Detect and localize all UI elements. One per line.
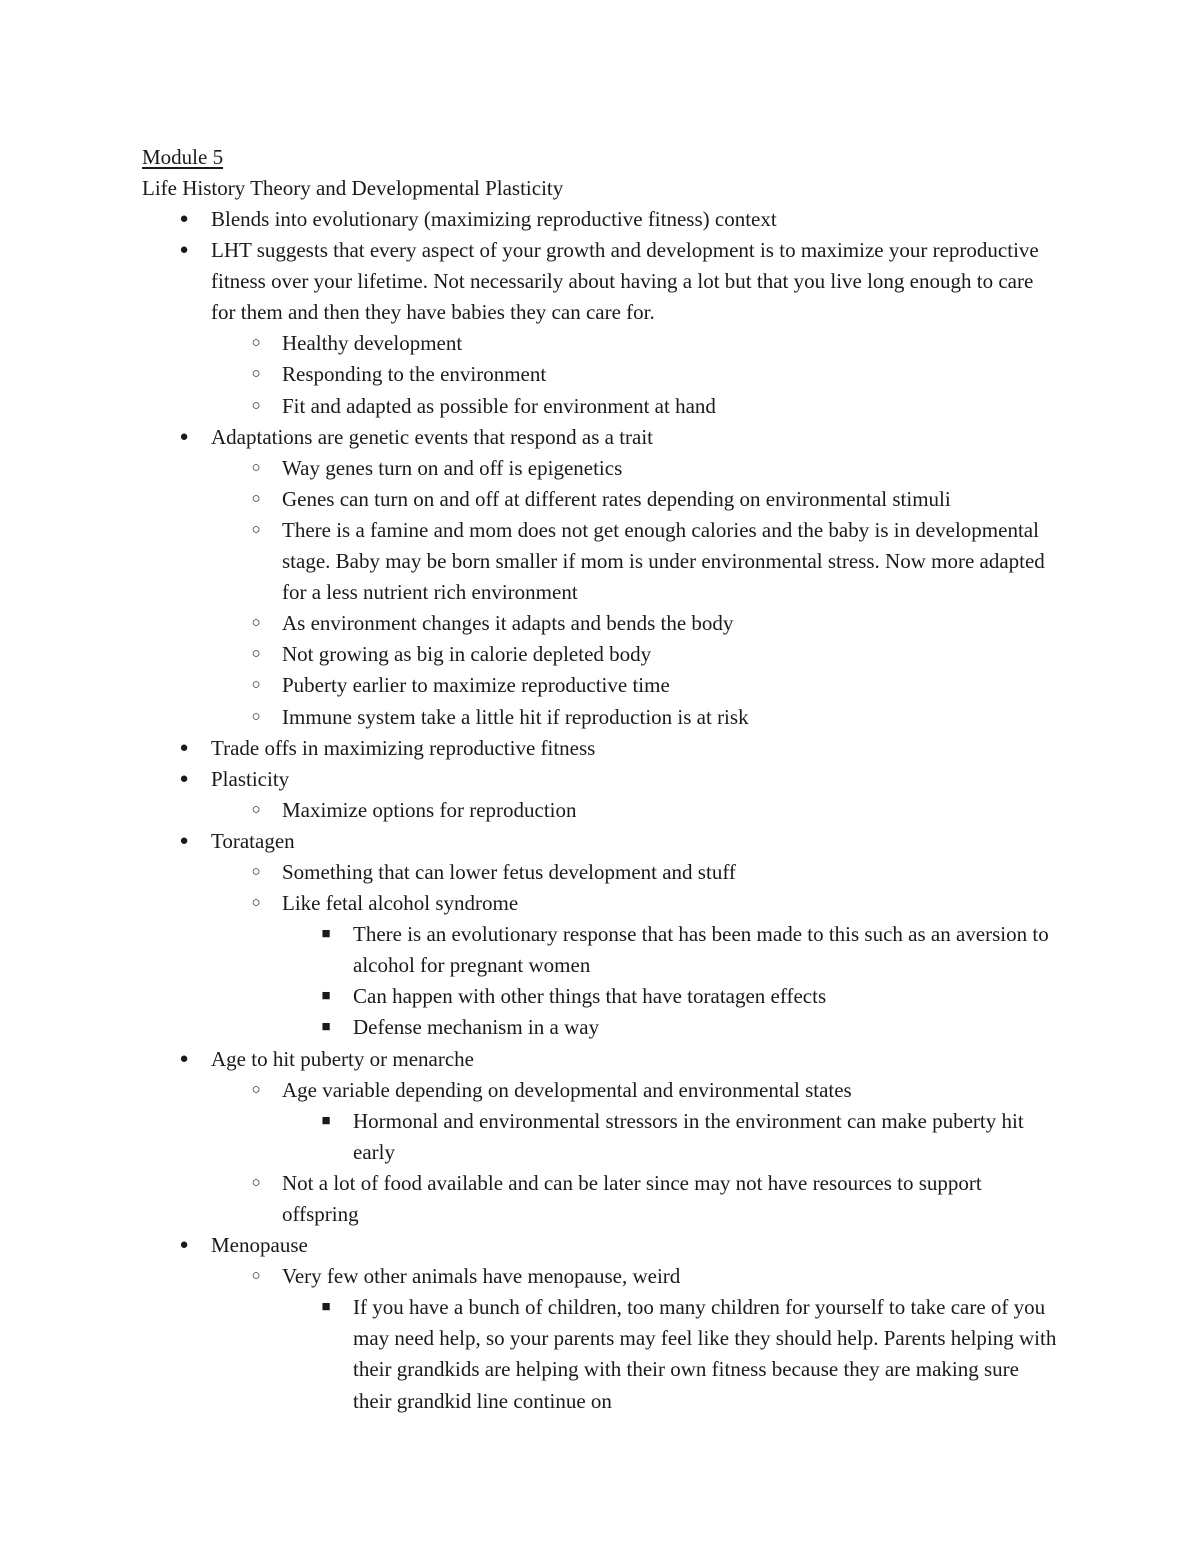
bullet-disc-icon: ● (179, 1237, 189, 1254)
list-item (0, 453, 1200, 484)
list-item (0, 733, 1200, 764)
list-item (0, 391, 1200, 422)
bullet-circle-icon: ○ (251, 1174, 261, 1191)
list-item-text: Defense mechanism in a way (353, 1015, 600, 1040)
bullet-circle-icon: ○ (251, 801, 261, 818)
list-item (0, 1106, 1200, 1168)
module-subtitle: Life History Theory and Developmental Plasticity (142, 176, 564, 200)
module-heading: Module 5 (142, 145, 224, 169)
list-item (0, 359, 1200, 390)
bullet-circle-icon: ○ (251, 459, 261, 476)
list-item-text: Hormonal and environmental stressors in the environment can make puberty hit early (353, 1108, 1024, 1164)
list-item-text: There is a famine and mom does not get enough calories and the baby is in developmental stage. Baby may be born smaller if mom is under environmental stress. Now more adapted for a less nutrient rich environment (282, 517, 1045, 605)
list-item-text: Maximize options for reproduction (282, 797, 577, 822)
list-item-text: Genes can turn on and off at different rates depending on environmental stimuli (282, 486, 951, 511)
bullet-disc-icon: ● (179, 770, 189, 787)
list-item (0, 857, 1200, 888)
list-item (0, 484, 1200, 515)
list-item (0, 204, 1200, 235)
bullet-circle-icon: ○ (251, 646, 261, 663)
list-item (0, 1044, 1200, 1075)
bullet-circle-icon: ○ (251, 895, 261, 912)
list-item (0, 888, 1200, 919)
list-item (0, 981, 1200, 1012)
list-item (0, 1230, 1200, 1261)
list-item-text: Fit and adapted as possible for environment at hand (282, 393, 716, 418)
bullet-circle-icon: ○ (251, 490, 261, 507)
list-item (0, 702, 1200, 733)
bullet-square-icon: ■ (321, 988, 331, 1005)
bullet-circle-icon: ○ (251, 708, 261, 725)
list-item (0, 826, 1200, 857)
bullet-disc-icon: ● (179, 242, 189, 259)
list-item-text: Responding to the environment (282, 362, 547, 387)
list-item-text: Trade offs in maximizing reproductive fitness (211, 735, 596, 760)
list-item-text: LHT suggests that every aspect of your growth and development is to maximize your reproductive fitness over your lifetime. Not necessarily about having a lot but that you live long enough to care for them and then they have babies they can care for. (211, 238, 1039, 325)
bullet-disc-icon: ● (179, 428, 189, 445)
list-item (0, 919, 1200, 981)
list-item-text: Way genes turn on and off is epigenetics (282, 455, 623, 480)
list-item-text: Puberty earlier to maximize reproductive time (282, 673, 670, 698)
list-item-text: Adaptations are genetic events that respond as a trait (211, 424, 654, 449)
list-item-text: There is an evolutionary response that has been made to this such as an aversion to alcohol for pregnant women (353, 922, 1049, 978)
list-item (0, 1261, 1200, 1292)
bullet-circle-icon: ○ (251, 521, 261, 538)
list-item-text: Blends into evolutionary (maximizing reproductive fitness) context (211, 207, 777, 231)
list-item-text: Can happen with other things that have toratagen effects (353, 984, 827, 1009)
list-item (0, 1292, 1200, 1416)
bullet-square-icon: ■ (321, 1299, 331, 1316)
bullet-disc-icon: ● (179, 1050, 189, 1067)
list-item (0, 1075, 1200, 1106)
bullet-disc-icon: ● (179, 832, 189, 849)
bullet-disc-icon: ● (179, 211, 189, 227)
list-item-text: As environment changes it adapts and bends the body (282, 611, 734, 636)
bullet-circle-icon: ○ (251, 335, 261, 352)
list-item-text: Something that can lower fetus development and stuff (282, 859, 736, 884)
notes-list (0, 204, 1200, 1417)
list-item-text: Age variable depending on developmental and environmental states (282, 1077, 852, 1102)
list-item-text: Immune system take a little hit if reproduction is at risk (282, 704, 749, 729)
bullet-square-icon: ■ (321, 1019, 331, 1036)
bullet-square-icon: ■ (321, 1112, 331, 1129)
bullet-disc-icon: ● (179, 739, 189, 756)
list-item (0, 795, 1200, 826)
bullet-circle-icon: ○ (251, 366, 261, 383)
list-item-text: Menopause (211, 1233, 308, 1258)
bullet-circle-icon: ○ (251, 863, 261, 880)
list-item (0, 1012, 1200, 1043)
list-item-text: Not growing as big in calorie depleted body (282, 642, 652, 667)
list-item (0, 515, 1200, 608)
list-item (0, 764, 1200, 795)
list-item-text: Like fetal alcohol syndrome (282, 891, 519, 916)
bullet-circle-icon: ○ (251, 1268, 261, 1285)
bullet-circle-icon: ○ (251, 615, 261, 632)
bullet-circle-icon: ○ (251, 1081, 261, 1098)
list-item-text: If you have a bunch of children, too many children for yourself to take care of you may need help, so your parents may feel like they should help. Parents helping with their grandkids are helping with their own fitness because they are making sure their grandkid line continue on (353, 1295, 1057, 1413)
bullet-circle-icon: ○ (251, 397, 261, 414)
list-item (0, 422, 1200, 453)
list-item (0, 235, 1200, 328)
list-item-text: Healthy development (282, 331, 463, 356)
bullet-square-icon: ■ (321, 926, 331, 943)
list-item (0, 639, 1200, 670)
list-item (0, 1168, 1200, 1230)
list-item (0, 608, 1200, 639)
list-item-text: Age to hit puberty or menarche (211, 1046, 474, 1071)
list-item-text: Plasticity (211, 766, 290, 791)
list-item-text: Very few other animals have menopause, weird (282, 1264, 681, 1289)
list-item-text: Toratagen (211, 828, 295, 853)
list-item (0, 670, 1200, 701)
list-item (0, 328, 1200, 359)
list-item-text: Not a lot of food available and can be later since may not have resources to support offspring (282, 1170, 982, 1226)
bullet-circle-icon: ○ (251, 677, 261, 694)
